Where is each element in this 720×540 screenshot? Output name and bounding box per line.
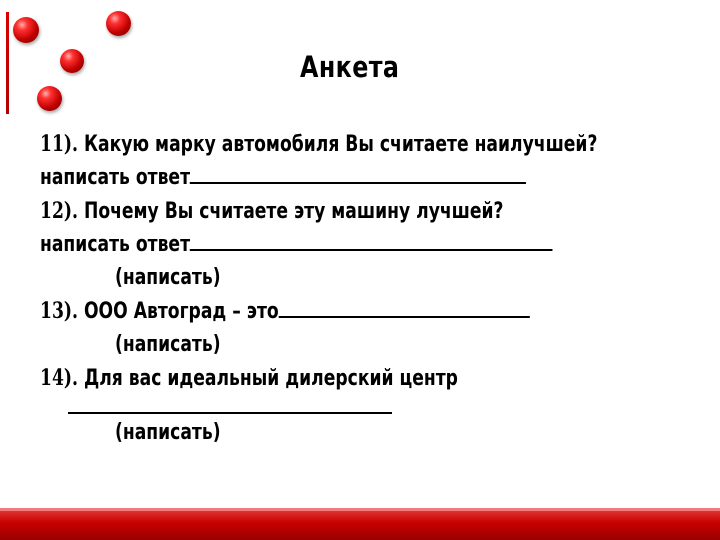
question-text: Какую марку автомобиля Вы считаете наилучшей? bbox=[83, 132, 598, 157]
answer-label: написать ответ bbox=[40, 165, 191, 190]
question-number: 14). bbox=[40, 365, 78, 391]
hint-13: (написать) bbox=[115, 332, 221, 357]
answer-line-12 bbox=[40, 232, 553, 258]
answer-blank[interactable] bbox=[68, 412, 392, 414]
answer-label: написать ответ bbox=[40, 232, 191, 257]
question-13 bbox=[40, 298, 530, 325]
question-text: Почему Вы считаете эту машину лучшей? bbox=[83, 199, 504, 224]
red-ball-decoration bbox=[37, 86, 62, 111]
answer-blank[interactable] bbox=[190, 181, 526, 184]
question-number: 13). bbox=[40, 298, 78, 324]
question-12 bbox=[40, 198, 504, 225]
page-title: Анкета bbox=[300, 50, 400, 84]
left-accent-bar bbox=[6, 12, 9, 114]
answer-line-11 bbox=[40, 165, 526, 191]
hint-14: (написать) bbox=[115, 420, 221, 445]
question-text: Для вас идеальный дилерский центр bbox=[83, 366, 458, 391]
red-ball-decoration bbox=[106, 11, 131, 36]
red-ball-decoration bbox=[60, 49, 84, 73]
question-11 bbox=[40, 131, 597, 158]
question-number: 11). bbox=[40, 131, 78, 157]
answer-blank[interactable] bbox=[279, 315, 530, 318]
question-text: ООО Автоград – это bbox=[83, 299, 279, 324]
hint-12: (написать) bbox=[115, 265, 221, 290]
red-ball-decoration bbox=[13, 17, 39, 43]
bottom-accent-bar bbox=[0, 508, 720, 540]
question-number: 12). bbox=[40, 198, 78, 224]
answer-blank[interactable] bbox=[190, 248, 553, 251]
question-14 bbox=[40, 365, 458, 392]
